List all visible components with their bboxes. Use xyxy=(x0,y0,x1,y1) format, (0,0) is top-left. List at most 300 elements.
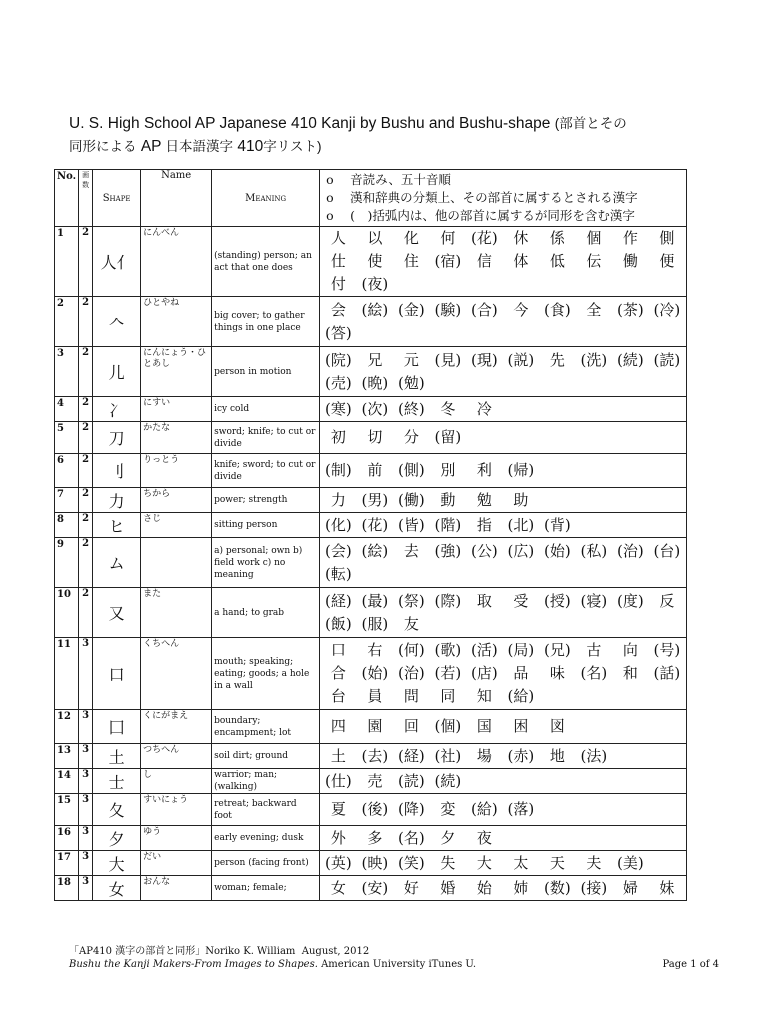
kanji-entry: 多 xyxy=(367,828,383,847)
kanji-entry: (男) xyxy=(361,490,389,509)
kanji-entry: (広) xyxy=(507,541,535,560)
row-number: 15 xyxy=(55,794,79,826)
kanji-list xyxy=(320,588,687,638)
kanji-entry: (映) xyxy=(361,853,389,872)
bushu-name: にんにょう・ひとあし xyxy=(141,347,212,397)
kanji-entry: 伝 xyxy=(586,252,602,270)
kanji-entry: (洗) xyxy=(580,350,608,369)
table-header-row xyxy=(55,170,687,227)
row-number: 2 xyxy=(55,297,79,347)
kanji-entry: 地 xyxy=(549,746,565,765)
bushu-meaning: icy cold xyxy=(212,397,320,422)
kanji-entry: (若) xyxy=(434,664,462,682)
bushu-meaning: early evening; dusk xyxy=(212,826,320,851)
kanji-entry: (会) xyxy=(325,541,352,560)
bushu-shape: 土 xyxy=(93,744,141,769)
kanji-entry: (台) xyxy=(653,541,681,560)
kanji-entry: (笑) xyxy=(398,853,425,872)
bushu-meaning: warrior; man; (walking) xyxy=(212,769,320,794)
stroke-count: 3 xyxy=(79,638,93,710)
stroke-count: 2 xyxy=(79,422,93,454)
bushu-name: し xyxy=(141,769,212,794)
kanji-entry: 合 xyxy=(330,664,346,682)
kanji-entry: (名) xyxy=(580,664,608,682)
bushu-name: くにがまえ xyxy=(141,710,212,744)
page-footer xyxy=(69,945,719,971)
kanji-entry: 今 xyxy=(513,300,529,319)
bushu-shape: 夕 xyxy=(93,826,141,851)
stroke-count: 2 xyxy=(79,297,93,347)
header-name: Name xyxy=(141,170,212,227)
stroke-count: 2 xyxy=(79,347,93,397)
kanji-entry: (宿) xyxy=(434,252,462,270)
bushu-shape: ヒ xyxy=(93,513,141,538)
kanji-entry: (個) xyxy=(434,717,462,735)
kanji-entry: (話) xyxy=(653,664,681,682)
kanji-entry: 国 xyxy=(476,717,492,735)
kanji-entry: 係 xyxy=(549,229,565,247)
bushu-shape: 刀 xyxy=(93,422,141,454)
kanji-list xyxy=(320,347,687,397)
kanji-entry: 人 xyxy=(330,229,346,247)
kanji-entry: 働 xyxy=(622,252,638,270)
kanji-entry: 困 xyxy=(513,717,529,735)
kanji-entry: 先 xyxy=(549,350,565,369)
kanji-entry: (留) xyxy=(434,428,462,446)
kanji-entry: 使 xyxy=(367,252,383,270)
kanji-entry: (寝) xyxy=(580,591,608,610)
kanji-entry: (院) xyxy=(325,350,352,369)
table-row xyxy=(55,347,687,397)
kanji-entry: (活) xyxy=(471,641,498,659)
table-row xyxy=(55,422,687,454)
kanji-entry: 何 xyxy=(440,229,456,247)
kanji-entry: 利 xyxy=(476,461,492,479)
bushu-name: くちへん xyxy=(141,638,212,710)
kanji-entry: 員 xyxy=(367,687,383,705)
header-meaning: Meaning xyxy=(212,170,320,227)
bushu-meaning: (standing) person; an act that one does xyxy=(212,227,320,297)
stroke-count: 2 xyxy=(79,538,93,588)
bushu-shape: 士 xyxy=(93,769,141,794)
bushu-meaning: a hand; to grab xyxy=(212,588,320,638)
kanji-list xyxy=(320,513,687,538)
title-jp-5: 410 xyxy=(237,138,264,155)
kanji-entry: 婚 xyxy=(440,878,456,897)
kanji-list xyxy=(320,769,687,794)
kanji-entry: (号) xyxy=(653,641,681,659)
kanji-entry: 回 xyxy=(403,717,419,735)
table-row xyxy=(55,454,687,488)
legend-line-2: o 漢和辞典の分類上、その部首に属するとされる漢字 xyxy=(326,190,638,205)
row-number: 17 xyxy=(55,851,79,876)
row-number: 16 xyxy=(55,826,79,851)
kanji-entry: (勉) xyxy=(398,373,425,392)
kanji-entry: 始 xyxy=(476,878,492,897)
kanji-entry: (背) xyxy=(544,515,571,534)
stroke-count: 3 xyxy=(79,769,93,794)
kanji-entry: 化 xyxy=(403,229,419,247)
row-number: 7 xyxy=(55,488,79,513)
kanji-entry: 動 xyxy=(440,490,456,509)
kanji-entry: (皆) xyxy=(398,515,425,534)
title-jp-1: (部首とその xyxy=(554,116,627,131)
bushu-name: かたな xyxy=(141,422,212,454)
bushu-name xyxy=(141,538,212,588)
title-jp-3: AP xyxy=(140,138,162,155)
stroke-count: 3 xyxy=(79,794,93,826)
kanji-list xyxy=(320,638,687,710)
row-number: 13 xyxy=(55,744,79,769)
stroke-count: 3 xyxy=(79,851,93,876)
kanji-entry: 知 xyxy=(476,687,492,705)
bushu-shape: ム xyxy=(93,538,141,588)
kanji-entry: 去 xyxy=(403,541,419,560)
footer-source-title: Bushu the Kanji Makers-From Images to Shapes. xyxy=(69,959,318,970)
kanji-entry: (去) xyxy=(361,746,389,765)
kanji-entry: (歌) xyxy=(434,641,462,659)
kanji-entry: (英) xyxy=(325,853,352,872)
kanji-entry: (金) xyxy=(398,300,425,319)
kanji-entry: (際) xyxy=(434,591,462,610)
kanji-entry: (絵) xyxy=(361,300,389,319)
kanji-entry: (授) xyxy=(544,591,571,610)
bushu-meaning: woman; female; xyxy=(212,876,320,901)
kanji-entry: (最) xyxy=(361,591,389,610)
bushu-name: りっとう xyxy=(141,454,212,488)
kanji-entry: (現) xyxy=(471,350,498,369)
kanji-entry: (兄) xyxy=(544,641,571,659)
kanji-entry: 冬 xyxy=(440,399,456,418)
stroke-count: 2 xyxy=(79,513,93,538)
kanji-entry: 品 xyxy=(513,664,529,682)
kanji-entry: (続) xyxy=(434,771,462,790)
bushu-name: ゆう xyxy=(141,826,212,851)
table-row xyxy=(55,794,687,826)
kanji-entry: 個 xyxy=(586,229,602,247)
kanji-entry: 古 xyxy=(586,641,602,659)
kanji-entry: 分 xyxy=(403,428,419,446)
bushu-meaning: power; strength xyxy=(212,488,320,513)
kanji-list xyxy=(320,851,687,876)
kanji-entry: (食) xyxy=(544,300,571,319)
kanji-table xyxy=(54,169,687,901)
row-number: 8 xyxy=(55,513,79,538)
row-number: 14 xyxy=(55,769,79,794)
bushu-name: さじ xyxy=(141,513,212,538)
kanji-entry: 大 xyxy=(476,853,492,872)
kanji-entry: 友 xyxy=(403,614,419,633)
kanji-entry: 冷 xyxy=(476,399,492,418)
table-row xyxy=(55,397,687,422)
kanji-entry: 会 xyxy=(330,300,346,319)
bushu-meaning: retreat; backward foot xyxy=(212,794,320,826)
header-shape: Shape xyxy=(93,170,141,227)
row-number: 9 xyxy=(55,538,79,588)
kanji-entry: 体 xyxy=(513,252,529,270)
kanji-entry: (服) xyxy=(361,614,389,633)
bushu-shape: 冫 xyxy=(93,397,141,422)
bushu-name: すいにょう xyxy=(141,794,212,826)
kanji-entry: 失 xyxy=(440,853,456,872)
bushu-meaning: person (facing front) xyxy=(212,851,320,876)
kanji-entry: 姉 xyxy=(513,878,529,897)
kanji-entry: 付 xyxy=(330,275,346,293)
header-legend xyxy=(320,170,687,227)
bushu-name: ひとやね xyxy=(141,297,212,347)
kanji-entry: (強) xyxy=(434,541,462,560)
kanji-entry: (私) xyxy=(580,541,608,560)
kanji-entry: (読) xyxy=(653,350,681,369)
kanji-entry: (売) xyxy=(325,373,352,392)
table-row xyxy=(55,769,687,794)
table-row xyxy=(55,513,687,538)
kanji-list xyxy=(320,876,687,901)
kanji-entry: (仕) xyxy=(325,771,352,790)
bushu-meaning: sitting person xyxy=(212,513,320,538)
row-number: 12 xyxy=(55,710,79,744)
kanji-list xyxy=(320,710,687,744)
kanji-entry: 全 xyxy=(586,300,602,319)
kanji-entry: 取 xyxy=(476,591,492,610)
kanji-list xyxy=(320,826,687,851)
kanji-entry: (終) xyxy=(398,399,425,418)
kanji-entry: 力 xyxy=(330,490,346,509)
kanji-entry: (次) xyxy=(361,399,389,418)
bushu-meaning: big cover; to gather things in one place xyxy=(212,297,320,347)
kanji-entry: 夫 xyxy=(586,853,602,872)
kanji-entry: (経) xyxy=(325,591,352,610)
kanji-entry: (赤) xyxy=(507,746,535,765)
table-row xyxy=(55,851,687,876)
kanji-entry: 低 xyxy=(549,252,565,270)
bushu-meaning: person in motion xyxy=(212,347,320,397)
table-row xyxy=(55,826,687,851)
stroke-count: 3 xyxy=(79,876,93,901)
bushu-shape: 女 xyxy=(93,876,141,901)
kanji-entry: (経) xyxy=(398,746,425,765)
kanji-list xyxy=(320,227,687,297)
kanji-entry: 同 xyxy=(440,687,456,705)
row-number: 6 xyxy=(55,454,79,488)
kanji-entry: 太 xyxy=(513,853,529,872)
bushu-shape: 又 xyxy=(93,588,141,638)
kanji-entry: 外 xyxy=(330,828,346,847)
kanji-entry: (験) xyxy=(434,300,462,319)
row-number: 4 xyxy=(55,397,79,422)
kanji-entry: 指 xyxy=(476,515,492,534)
kanji-entry: 女 xyxy=(330,878,346,897)
kanji-entry: (説) xyxy=(507,350,535,369)
row-number: 10 xyxy=(55,588,79,638)
kanji-entry: (北) xyxy=(507,515,535,534)
kanji-entry: 妹 xyxy=(659,878,675,897)
kanji-entry: (転) xyxy=(325,564,352,583)
kanji-entry: (飯) xyxy=(325,614,352,633)
kanji-entry: (店) xyxy=(471,664,498,682)
kanji-entry: (法) xyxy=(580,746,608,765)
stroke-count: 2 xyxy=(79,488,93,513)
kanji-entry: (美) xyxy=(617,853,644,872)
kanji-entry: (読) xyxy=(398,771,425,790)
kanji-entry: 受 xyxy=(513,591,529,610)
stroke-count: 2 xyxy=(79,227,93,297)
kanji-entry: (化) xyxy=(325,515,352,534)
kanji-entry: 初 xyxy=(330,428,346,446)
header-no: No. xyxy=(55,170,79,227)
kanji-entry: (茶) xyxy=(617,300,644,319)
bushu-shape: 𠆢 xyxy=(93,297,141,347)
kanji-entry: 向 xyxy=(622,641,638,659)
kanji-entry: 信 xyxy=(476,252,492,270)
kanji-entry: (始) xyxy=(544,541,571,560)
kanji-entry: (始) xyxy=(361,664,389,682)
stroke-count: 2 xyxy=(79,454,93,488)
kanji-entry: (後) xyxy=(361,800,389,818)
kanji-entry: 助 xyxy=(513,490,529,509)
kanji-entry: (階) xyxy=(434,515,462,534)
page-number: Page 1 of 4 xyxy=(662,959,719,970)
bushu-meaning: knife; sword; to cut or divide xyxy=(212,454,320,488)
kanji-entry: 住 xyxy=(403,252,419,270)
kanji-entry: 婦 xyxy=(622,878,638,897)
kanji-entry: 勉 xyxy=(476,490,492,509)
kanji-list xyxy=(320,538,687,588)
table-row xyxy=(55,588,687,638)
kanji-entry: 元 xyxy=(403,350,419,369)
footer-date: August, 2012 xyxy=(301,946,370,957)
kanji-entry: (合) xyxy=(471,300,498,319)
kanji-entry: 四 xyxy=(330,717,346,735)
title-jp-6: 字リスト) xyxy=(263,139,322,154)
bushu-shape: 囗 xyxy=(93,710,141,744)
kanji-entry: (祭) xyxy=(398,591,425,610)
kanji-entry: 夜 xyxy=(476,828,492,847)
kanji-list xyxy=(320,794,687,826)
kanji-entry: 休 xyxy=(513,229,529,247)
kanji-list xyxy=(320,454,687,488)
kanji-entry: 変 xyxy=(440,800,456,818)
stroke-count: 2 xyxy=(79,588,93,638)
table-row xyxy=(55,638,687,710)
kanji-entry: (花) xyxy=(471,229,498,247)
kanji-entry: 好 xyxy=(403,878,419,897)
legend-line-3: o ( )括弧内は、他の部首に属するが同形を含む漢字 xyxy=(326,208,635,223)
kanji-entry: (側) xyxy=(398,461,425,479)
legend-line-1: o 音読み、五十音順 xyxy=(326,172,451,187)
row-number: 1 xyxy=(55,227,79,297)
table-row xyxy=(55,744,687,769)
bushu-name: にんべん xyxy=(141,227,212,297)
stroke-count: 3 xyxy=(79,710,93,744)
kanji-entry: (夜) xyxy=(361,275,389,293)
kanji-entry: 前 xyxy=(367,461,383,479)
stroke-count: 3 xyxy=(79,826,93,851)
kanji-entry: (治) xyxy=(398,664,425,682)
bushu-shape: 大 xyxy=(93,851,141,876)
footer-credit: 「AP410 漢字の部首と同形」Noriko K. William xyxy=(69,946,296,957)
kanji-entry: 土 xyxy=(330,746,346,765)
title-jp-4: 日本語漢字 xyxy=(165,139,234,154)
kanji-list xyxy=(320,488,687,513)
kanji-entry: 切 xyxy=(367,428,383,446)
kanji-entry: 右 xyxy=(367,641,383,659)
kanji-entry: (接) xyxy=(580,878,608,897)
kanji-entry: 作 xyxy=(622,229,638,247)
bushu-meaning: soil dirt; ground xyxy=(212,744,320,769)
stroke-count: 3 xyxy=(79,744,93,769)
kanji-entry: 反 xyxy=(659,591,675,610)
kanji-entry: (局) xyxy=(507,641,535,659)
kanji-entry: (公) xyxy=(471,541,498,560)
bushu-shape: 夂 xyxy=(93,794,141,826)
kanji-entry: 仕 xyxy=(330,252,346,270)
table-row xyxy=(55,876,687,901)
kanji-entry: 側 xyxy=(659,229,675,247)
bushu-shape: 人亻 xyxy=(93,227,141,297)
kanji-entry: (何) xyxy=(398,641,425,659)
footer-source-org: American University iTunes U. xyxy=(317,959,477,970)
kanji-entry: 別 xyxy=(440,461,456,479)
kanji-entry: 兄 xyxy=(367,350,383,369)
kanji-entry: (続) xyxy=(617,350,644,369)
kanji-entry: (落) xyxy=(507,800,535,818)
kanji-entry: (晩) xyxy=(361,373,389,392)
kanji-entry: (給) xyxy=(507,687,535,705)
kanji-entry: (寒) xyxy=(325,399,352,418)
kanji-entry: 味 xyxy=(549,664,565,682)
kanji-entry: (働) xyxy=(398,490,425,509)
kanji-entry: (安) xyxy=(361,878,389,897)
stroke-count: 2 xyxy=(79,397,93,422)
kanji-entry: 以 xyxy=(367,229,383,247)
kanji-entry: (数) xyxy=(544,878,571,897)
kanji-entry: (答) xyxy=(325,323,352,342)
bushu-name: にすい xyxy=(141,397,212,422)
kanji-entry: 天 xyxy=(549,853,565,872)
bushu-meaning: boundary; encampment; lot xyxy=(212,710,320,744)
kanji-entry: (給) xyxy=(471,800,498,818)
kanji-entry: 夏 xyxy=(330,800,346,818)
kanji-entry: (制) xyxy=(325,461,352,479)
bushu-name: おんな xyxy=(141,876,212,901)
kanji-entry: 図 xyxy=(549,717,565,735)
bushu-shape: 儿 xyxy=(93,347,141,397)
kanji-entry: 場 xyxy=(476,746,492,765)
bushu-name: だい xyxy=(141,851,212,876)
bushu-shape: 刂 xyxy=(93,454,141,488)
bushu-name: また xyxy=(141,588,212,638)
row-number: 11 xyxy=(55,638,79,710)
kanji-list xyxy=(320,297,687,347)
kanji-entry: 問 xyxy=(403,687,419,705)
kanji-list xyxy=(320,422,687,454)
kanji-entry: (名) xyxy=(398,828,425,847)
bushu-meaning: sword; knife; to cut or divide xyxy=(212,422,320,454)
table-row xyxy=(55,538,687,588)
kanji-entry: 夕 xyxy=(440,828,456,847)
document-title xyxy=(69,112,719,158)
kanji-entry: (冷) xyxy=(653,300,681,319)
row-number: 5 xyxy=(55,422,79,454)
bushu-shape: 力 xyxy=(93,488,141,513)
table-row xyxy=(55,297,687,347)
kanji-entry: (絵) xyxy=(361,541,389,560)
kanji-entry: 便 xyxy=(659,252,675,270)
kanji-entry: 台 xyxy=(330,687,346,705)
kanji-entry: 口 xyxy=(330,641,346,659)
bushu-name: ちから xyxy=(141,488,212,513)
